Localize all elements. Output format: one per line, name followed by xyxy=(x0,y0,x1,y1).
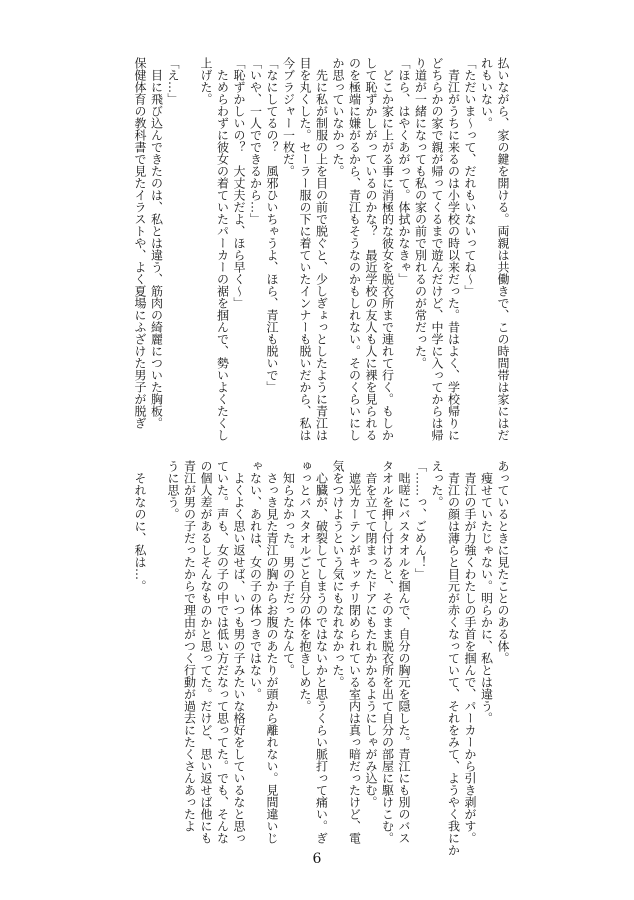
text-line: のを極端に嫌がるから、青江もそうなのかもしれない。そのくらいにし xyxy=(347,57,362,441)
text-line: ゃない、あれは、女の子の体つきではない。 xyxy=(248,460,263,700)
text-line: 保健体育の教科書で見たイラストや、よく夏場にふざけた男子が脱ぎ xyxy=(133,57,147,429)
text-line: よくよく思い返せば、いつも男の子みたいな格好をしているなと思っ xyxy=(232,472,246,844)
text-line: 青江の顔は薄らと目元が赤くなっていて、それをみて、ようやく我にか xyxy=(446,472,461,856)
dialogue-line: 「恥ずかしいの？ 大丈夫だよ、ほら早く〜」 xyxy=(232,57,246,309)
text-line: ゅっとバスタオルごと自分の体を抱きしめた。 xyxy=(298,460,312,712)
text-line: して恥ずかしがっているのかな？ 最近学校の友人も人に裸を見られる xyxy=(364,57,378,441)
text-line: タオルを押し付けると、そのまま脱衣所を出て自分の部屋に駆けこむ。 xyxy=(380,460,395,844)
page-number: 6 xyxy=(312,851,322,867)
dialogue-line: 「……っ、ごめん！」 xyxy=(413,460,428,580)
text-line: 心臓が、破裂してしまうのではないかと思うくらい脈打って痛い。ぎ xyxy=(314,472,329,844)
text-line: うに思う。 xyxy=(166,460,180,520)
text-line: さっき見た青江の胸からお腹のあたりが頭から離れない。見間違いじ xyxy=(265,472,279,844)
text-line: 目に飛び込んできたのは、私とは違う、筋肉の綺麗についた胸板。 xyxy=(149,69,164,429)
text-line: 遮光カーテンがキッチリ閉められている室内は真っ暗だったけど、電 xyxy=(347,472,362,844)
text-line: 痩せていたじゃない。明らかに、私とは違う。 xyxy=(479,472,494,724)
upper-text-block xyxy=(131,57,511,441)
text-line: か思っていなかった。 xyxy=(331,57,345,177)
dialogue-line: 「ただいま〜って、だれもいないってね〜」 xyxy=(463,57,477,297)
text-line: 知らなかった。男の子だったなんて。 xyxy=(281,472,296,676)
dialogue-line: 「ほら、はやくあがって。体拭かなきゃ」 xyxy=(397,57,411,285)
dialogue-line: 「いや、一人でできるから…」 xyxy=(248,57,263,225)
text-line: 青江が男の子だったからで理由がつく行動が過去にたくさんあったよ xyxy=(182,460,197,832)
text-line: あっているときに見たことのある体。 xyxy=(496,460,510,664)
text-line: 上げた。 xyxy=(199,57,213,105)
text-line: 青江の手が力強くわたしの手首を掴んで、パーカーから引き剥がす。 xyxy=(463,472,477,844)
text-line: 気をつけようという気にもなれなかった。 xyxy=(331,460,345,688)
text-line: 今ブラジャー一枚だ。 xyxy=(281,57,296,177)
text-line: 青江がうちに来るのは小学校の時以来だった。昔はよく、学校帰りに xyxy=(446,69,461,441)
text-line: 咄嗟にバスタオルを掴んで、自分の胸元を隠した。青江にも別のバス xyxy=(397,472,411,844)
blank-line xyxy=(148,460,165,844)
lower-text-block xyxy=(131,460,511,856)
text-line: えった。 xyxy=(430,460,444,508)
text-line: 先に私が制服の上を目の前で脱ぐと、少しぎょっとしたように青江は xyxy=(314,69,329,441)
text-line: の個人差があるしそんなものかと思ってた。だけど、思い返せば他にも xyxy=(199,460,213,844)
blank-line xyxy=(181,57,198,441)
text-line: それなのに、私は…。 xyxy=(133,472,147,592)
text-line: れもいない。 xyxy=(479,57,494,129)
dialogue-line: 「え…」 xyxy=(166,57,180,105)
text-line: 払いながら、家の鍵を開ける。両親は共働きで、この時間帯は家にはだ xyxy=(496,57,510,441)
dialogue-line: 「なにしてるの？ 風邪ひいちゃうよ、ほら、青江も脱いで」 xyxy=(265,57,279,393)
text-line: 目を丸くした。セーラー服の下に着ていたインナーも脱いだから、私は xyxy=(298,57,312,441)
text-line: ためらわずに彼女の着ていたパーカーの裾を掴んで、勢いよくたくし xyxy=(215,69,230,441)
text-line: ていた。声も、女の子の中では低い方だなって思ってた。でも、そんな xyxy=(215,460,230,844)
text-line: どちらかの家で親が帰ってくるまで遊んだけど、中学に入ってからは帰 xyxy=(430,57,444,441)
text-line: 音を立てて閉まったドアにもたれかかるようにしゃがみ込む。 xyxy=(364,472,378,808)
text-line: どこか家に上がる事に消極的な彼女を脱衣所まで連れて行く。もしか xyxy=(380,69,395,441)
text-line: り道が一緒になっても私の家の前で別れるのが常だった。 xyxy=(413,57,428,369)
